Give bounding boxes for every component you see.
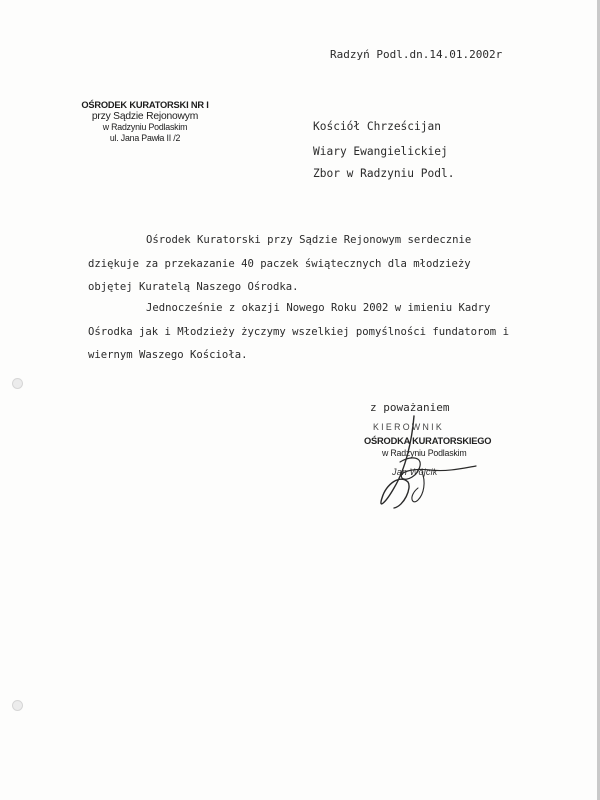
recipient-line1: Kościół Chrześcijan bbox=[313, 120, 441, 133]
body-p2-line3: wiernym Waszego Kościoła. bbox=[88, 349, 248, 361]
date-line: Radzyń Podl.dn.14.01.2002r bbox=[330, 48, 503, 61]
sender-stamp-line3: w Radzyniu Podlaskim bbox=[102, 122, 188, 132]
signature-stamp-line2: OŚRODKA KURATORSKIEGO bbox=[364, 436, 492, 446]
punch-hole-lower bbox=[12, 700, 23, 711]
recipient-line3: Zbor w Radzyniu Podl. bbox=[313, 167, 455, 180]
handwritten-signature bbox=[360, 410, 490, 520]
signature-stamp-line4: Jan Wójcik bbox=[392, 467, 438, 477]
signature-stamp-line3: w Radzyniu Podlaskim bbox=[382, 448, 467, 458]
sender-stamp-line2: przy Sądzie Rejonowym bbox=[91, 111, 199, 122]
body-p2-line1: Jednocześnie z okazji Nowego Roku 2002 w imieniu Kadry bbox=[146, 302, 491, 314]
recipient-line2: Wiary Ewangielickiej bbox=[313, 145, 448, 158]
sender-stamp bbox=[70, 100, 220, 144]
sender-stamp-line1: OŚRODEK KURATORSKI NR I bbox=[81, 100, 209, 110]
body-p1-line2: dziękuje za przekazanie 40 paczek świątecznych dla młodzieży bbox=[88, 258, 471, 270]
punch-hole-upper bbox=[12, 378, 23, 389]
closing-line: z poważaniem bbox=[370, 401, 450, 414]
sender-stamp-line4: ul. Jana Pawła II /2 bbox=[109, 133, 181, 143]
body-p1-line3: objętej Kuratelą Naszego Ośrodka. bbox=[88, 281, 299, 293]
signature-stamp-line1: KIEROWNIK bbox=[373, 422, 445, 432]
body-p2-line2: Ośrodka jak i Młodzieży życzymy wszelkiej pomyślności fundatorom i bbox=[88, 326, 509, 338]
body-p1-line1: Ośrodek Kuratorski przy Sądzie Rejonowym serdecznie bbox=[146, 234, 472, 246]
